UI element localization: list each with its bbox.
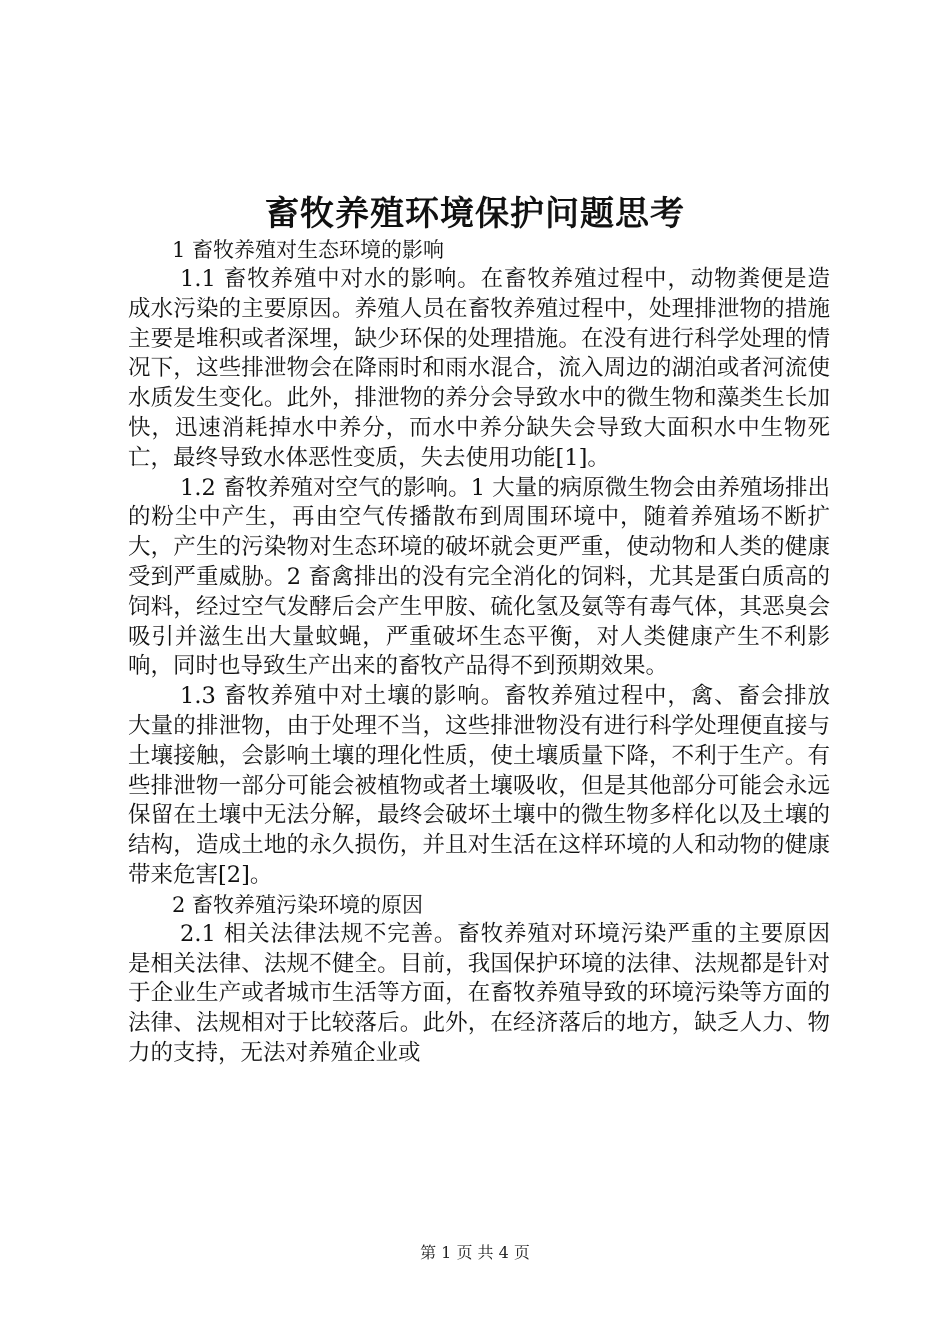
paragraph: 1.2 畜牧养殖对空气的影响。1 大量的病原微生物会由养殖场排出的粉尘中产生，再由空气传播散布到周围环境中，随着养殖场不断扩大，产生的污染物对生态环境的破坏就会更严重，使动物和人类的健康受到严重威胁。2 畜禽排出的没有完全消化的饲料，尤其是蛋白质高的饲料，经过空气发酵后会产生甲胺、硫化氢及氨等有毒气体，其恶臭会吸引并滋生出大量蚊蝇，严重破坏生态平衡，对人类健康产生不利影响，同时也导致生产出来的畜牧产品得不到预期效果。	[128, 474, 830, 680]
paragraph: 2.1 相关法律法规不完善。畜牧养殖对环境污染严重的主要原因是相关法律、法规不健全。目前，我国保护环境的法律、法规都是针对于企业生产或者城市生活等方面，在畜牧养殖导致的环境污染等方面的法律、法规相对于比较落后。此外，在经济落后的地方，缺乏人力、物力的支持，无法对养殖企业或	[128, 920, 830, 1066]
document-body	[128, 236, 830, 1069]
paragraph: 1.3 畜牧养殖中对土壤的影响。畜牧养殖过程中，禽、畜会排放大量的排泄物，由于处理不当，这些排泄物没有进行科学处理便直接与土壤接触，会影响土壤的理化性质，使土壤质量下降，不利于生产。有些排泄物一部分可能会被植物或者土壤吸收，但是其他部分可能会永远保留在土壤中无法分解，最终会破坏土壤中的微生物多样化以及土壤的结构，造成土地的永久损伤，并且对生活在这样环境的人和动物的健康带来危害[2]。	[128, 683, 830, 888]
section-heading: 2 畜牧养殖污染环境的原因	[172, 892, 424, 917]
section-heading: 1 畜牧养殖对生态环境的影响	[172, 238, 445, 262]
page-footer: 第 1 页 共 4 页	[420, 1243, 530, 1262]
document-title: 畜牧养殖环境保护问题思考	[265, 194, 685, 234]
paragraph: 1.1 畜牧养殖中对水的影响。在畜牧养殖过程中，动物粪便是造成水污染的主要原因。养殖人员在畜牧养殖过程中，处理排泄物的措施主要是堆积或者深埋，缺少环保的处理措施。在没有进行科学处理的情况下，这些排泄物会在降雨时和雨水混合，流入周边的湖泊或者河流使水质发生变化。此外，排泄物的养分会导致水中的微生物和藻类生长加快，迅速消耗掉水中养分，而水中养分缺失会导致大面积水中生物死亡，最终导致水体恶性变质，失去使用功能[1]。	[128, 266, 830, 471]
